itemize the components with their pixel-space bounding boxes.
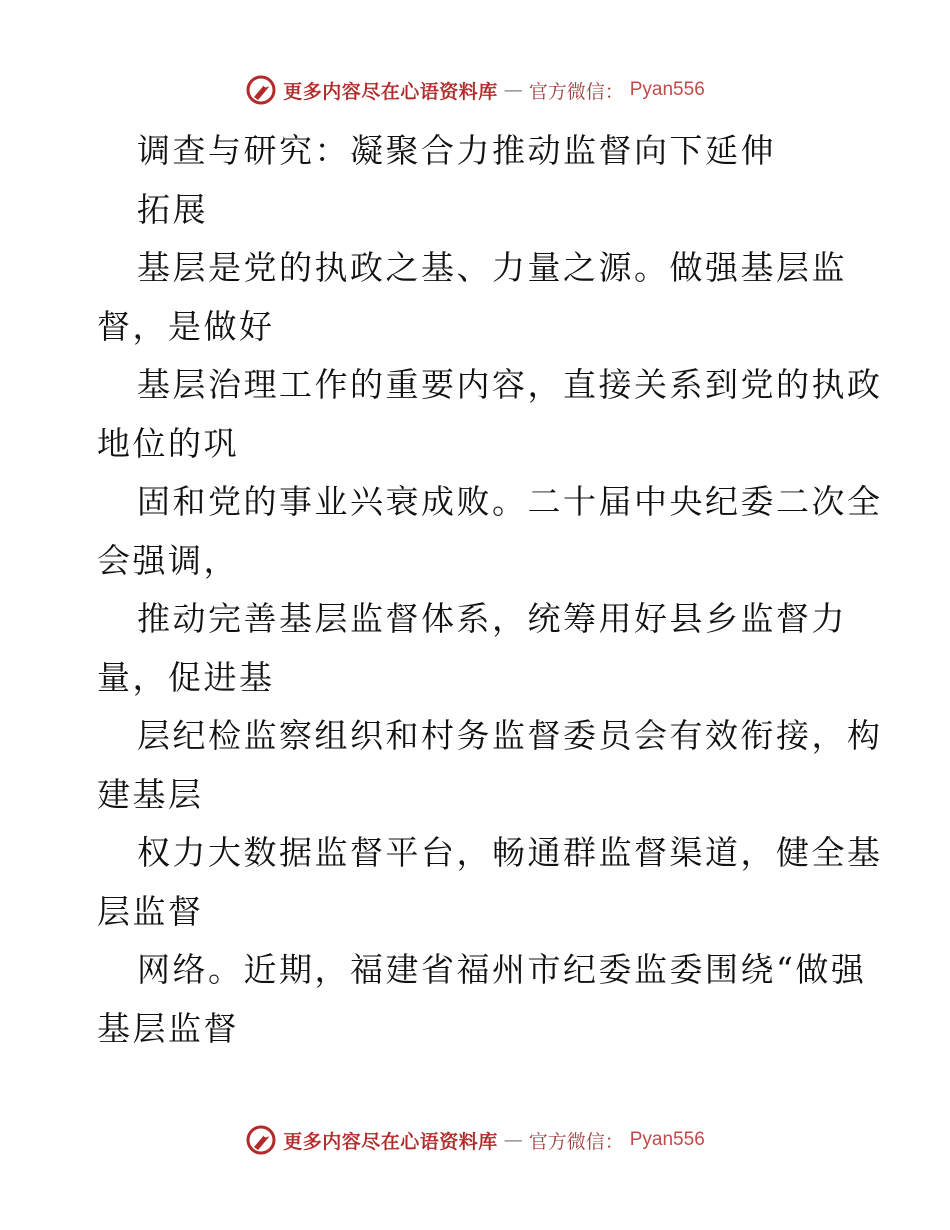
watermark-brand-text: 更多内容尽在心语资料库 bbox=[283, 80, 498, 103]
document-body bbox=[97, 122, 883, 1058]
watermark-brand-text: 更多内容尽在心语资料库 bbox=[283, 1130, 498, 1153]
watermark-wechat-label: 官方微信： bbox=[528, 1130, 624, 1153]
text-line: 基层监督 bbox=[97, 1008, 239, 1048]
text-line: 层纪检监察组织和村务监督委员会有效衔接，构 bbox=[137, 716, 883, 755]
text-line: 推动完善基层监督体系，统筹用好县乡监督力 bbox=[137, 599, 847, 638]
text-line: 量，促进基 bbox=[97, 657, 275, 697]
watermark-wechat-id: Pyan556 bbox=[629, 79, 705, 100]
header-watermark bbox=[0, 70, 950, 110]
text-line: 拓展 bbox=[137, 189, 208, 229]
watermark-wechat-label: 官方微信： bbox=[528, 80, 624, 103]
text-line: 固和党的事业兴衰成败。二十届中央纪委二次全 bbox=[137, 482, 883, 521]
text-line: 层监督 bbox=[97, 891, 204, 931]
footer-watermark bbox=[0, 1120, 950, 1160]
text-line: 调查与研究：凝聚合力推动监督向下延伸 bbox=[137, 131, 776, 170]
pen-circle-icon bbox=[245, 74, 277, 106]
watermark-dash: — bbox=[503, 1129, 523, 1151]
text-line: 地位的巩 bbox=[97, 423, 239, 463]
watermark-dash: — bbox=[503, 79, 523, 101]
pen-circle-icon bbox=[245, 1124, 277, 1156]
text-line: 督，是做好 bbox=[97, 306, 275, 346]
text-line: 基层治理工作的重要内容，直接关系到党的执政 bbox=[137, 365, 883, 404]
text-line: 会强调， bbox=[97, 540, 239, 580]
text-line: 建基层 bbox=[97, 774, 204, 814]
text-line: 基层是党的执政之基、力量之源。做强基层监 bbox=[137, 248, 847, 287]
text-line: 权力大数据监督平台，畅通群监督渠道，健全基 bbox=[137, 833, 883, 872]
watermark-wechat-id: Pyan556 bbox=[629, 1129, 705, 1150]
text-line: 网络。近期，福建省福州市纪委监委围绕“做强 bbox=[137, 950, 867, 989]
